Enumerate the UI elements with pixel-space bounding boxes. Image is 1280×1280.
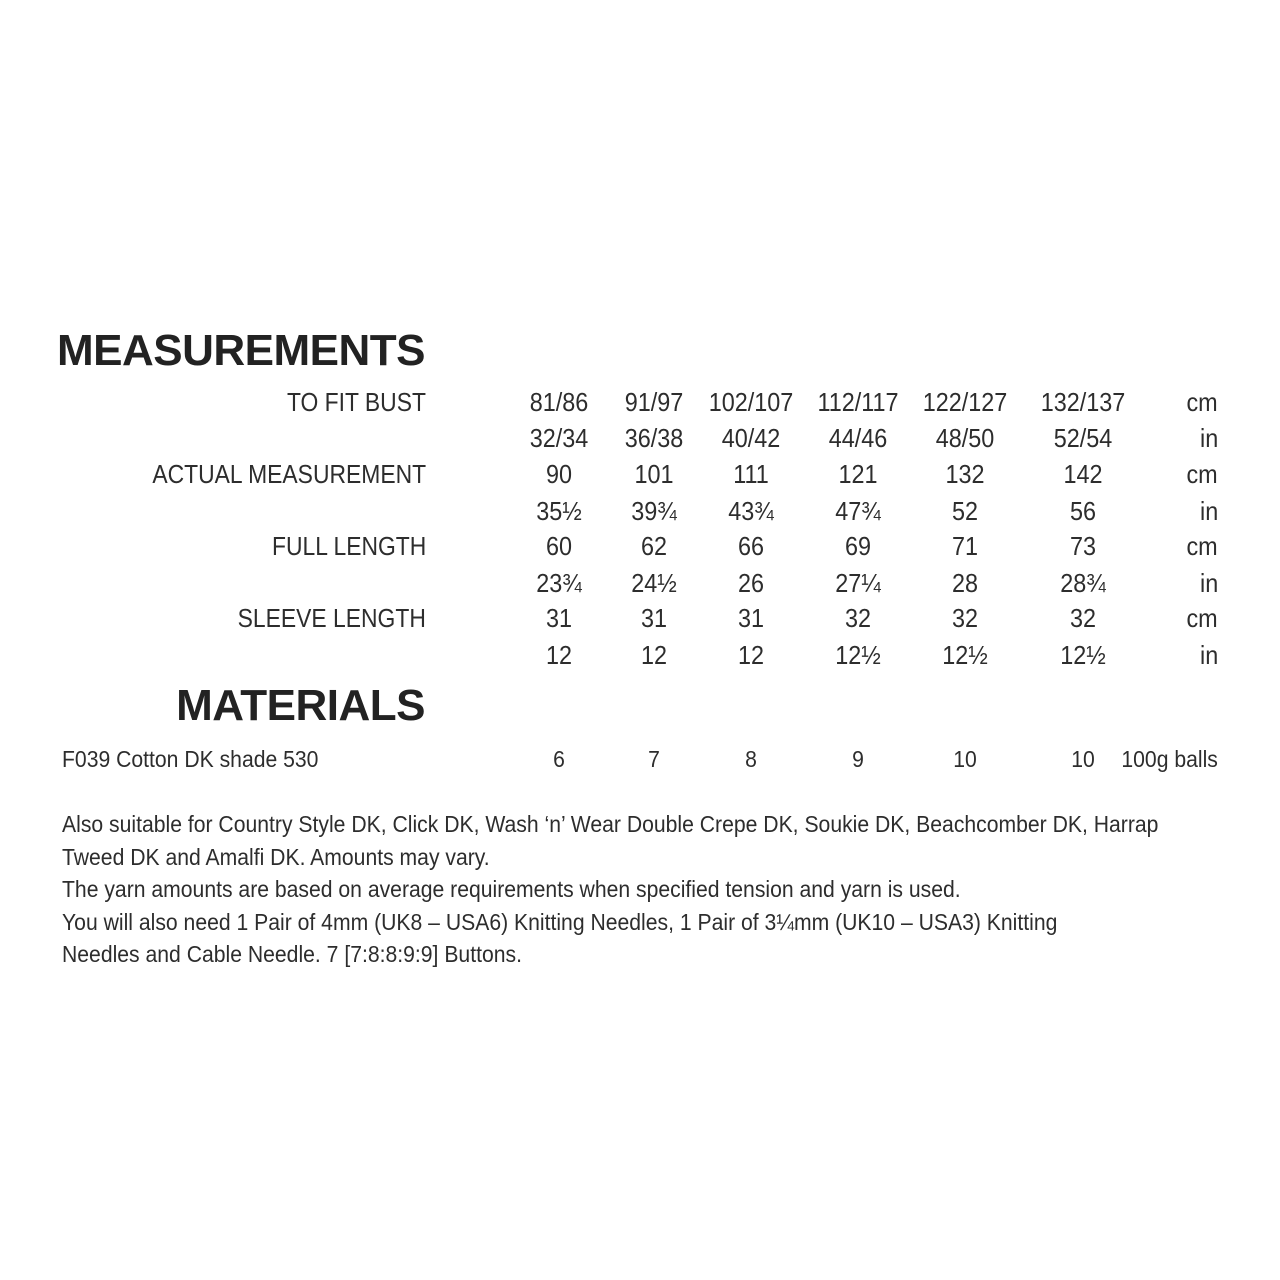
measurement-row-actual-in — [0, 493, 1280, 529]
size-1-balls: 6 — [553, 746, 565, 772]
size-5-value: 28 — [951, 568, 979, 598]
row-label: TO FIT BUST — [287, 387, 426, 417]
unit-label: cm — [1186, 603, 1218, 633]
size-4-value: 27¼ — [835, 568, 881, 598]
measurement-row-sleeve-in — [0, 637, 1280, 673]
size-5-balls: 10 — [953, 746, 977, 772]
size-6-value: 52/54 — [1053, 423, 1113, 453]
size-2-value: 36/38 — [624, 423, 684, 453]
size-3-value: 66 — [737, 531, 765, 561]
size-4-value: 112/117 — [817, 387, 899, 417]
measurements-heading: MEASUREMENTS — [56, 326, 425, 375]
size-5-value: 71 — [951, 531, 979, 561]
size-3-value: 12 — [737, 640, 765, 670]
unit-label: cm — [1186, 387, 1218, 417]
measurement-row-sleeve-cm — [0, 600, 1280, 636]
measurement-row-length-cm — [0, 528, 1280, 564]
size-4-value: 44/46 — [828, 423, 888, 453]
size-2-balls: 7 — [648, 746, 660, 772]
size-5-value: 32 — [951, 603, 979, 633]
size-5-value: 52 — [951, 496, 979, 526]
size-2-value: 101 — [634, 459, 674, 489]
note-line: The yarn amounts are based on average requirements when specified tension and yarn is used. — [62, 876, 961, 902]
size-3-balls: 8 — [745, 746, 757, 772]
size-3-value: 102/107 — [708, 387, 794, 417]
note-line: You will also need 1 Pair of 4mm (UK8 – USA6) Knitting Needles, 1 Pair of 3¼mm (UK10 – USA3) Knitting — [62, 908, 1058, 935]
size-4-balls: 9 — [852, 746, 864, 772]
size-5-value: 122/127 — [922, 387, 1008, 417]
materials-heading: MATERIALS — [176, 681, 425, 730]
size-4-value: 69 — [844, 531, 872, 561]
size-6-value: 132/137 — [1040, 387, 1126, 417]
size-3-value: 111 — [733, 459, 769, 489]
unit-label: in — [1199, 568, 1218, 598]
size-1-value: 23¾ — [536, 568, 582, 598]
note-line: Also suitable for Country Style DK, Click DK, Wash ‘n’ Wear Double Crepe DK, Soukie DK, Beachcomber DK, Harrap — [62, 811, 1159, 837]
measurement-row-length-in — [0, 565, 1280, 601]
size-1-value: 90 — [545, 459, 573, 489]
unit-label: in — [1199, 423, 1218, 453]
note-line: Needles and Cable Needle. 7 [7:8:8:9:9] Buttons. — [62, 941, 522, 967]
size-6-value: 142 — [1063, 459, 1103, 489]
measurement-row-actual-cm — [0, 456, 1280, 492]
unit-label: in — [1199, 496, 1218, 526]
size-2-value: 24½ — [631, 568, 677, 598]
row-label: SLEEVE LENGTH — [237, 603, 426, 633]
size-2-value: 12 — [640, 640, 668, 670]
size-3-value: 26 — [737, 568, 765, 598]
row-label: FULL LENGTH — [271, 531, 426, 561]
size-6-balls: 10 — [1071, 746, 1095, 772]
materials-notes — [62, 808, 1242, 971]
unit-label: cm — [1186, 459, 1218, 489]
yarn-label: F039 Cotton DK shade 530 — [62, 746, 319, 772]
size-4-value: 32 — [844, 603, 872, 633]
unit-label: in — [1199, 640, 1218, 670]
size-4-value: 12½ — [835, 640, 881, 670]
size-6-value: 32 — [1069, 603, 1097, 633]
size-6-value: 28¾ — [1060, 568, 1106, 598]
size-2-value: 62 — [640, 531, 668, 561]
size-6-value: 73 — [1069, 531, 1097, 561]
measurement-row-bust-in — [0, 420, 1280, 456]
size-2-value: 31 — [640, 603, 668, 633]
measurement-row-bust-cm — [0, 384, 1280, 420]
row-label: ACTUAL MEASUREMENT — [152, 459, 426, 489]
size-5-value: 48/50 — [935, 423, 995, 453]
note-line: Tweed DK and Amalfi DK. Amounts may vary. — [62, 843, 490, 870]
size-3-value: 31 — [737, 603, 765, 633]
size-2-value: 91/97 — [624, 387, 684, 417]
size-3-value: 40/42 — [721, 423, 781, 453]
size-4-value: 47¾ — [835, 496, 881, 526]
size-3-value: 43¾ — [728, 496, 774, 526]
size-5-value: 132 — [945, 459, 985, 489]
yarn-unit: 100g balls — [1121, 746, 1218, 772]
yarn-row — [0, 742, 1280, 776]
size-2-value: 39¾ — [631, 496, 677, 526]
size-1-value: 60 — [545, 531, 573, 561]
size-4-value: 121 — [838, 459, 878, 489]
size-1-value: 12 — [545, 640, 573, 670]
size-5-value: 12½ — [942, 640, 988, 670]
size-6-value: 12½ — [1060, 640, 1106, 670]
size-1-value: 32/34 — [529, 423, 589, 453]
size-6-value: 56 — [1069, 496, 1097, 526]
size-1-value: 81/86 — [529, 387, 589, 417]
size-1-value: 35½ — [536, 496, 582, 526]
size-1-value: 31 — [545, 603, 573, 633]
unit-label: cm — [1186, 531, 1218, 561]
